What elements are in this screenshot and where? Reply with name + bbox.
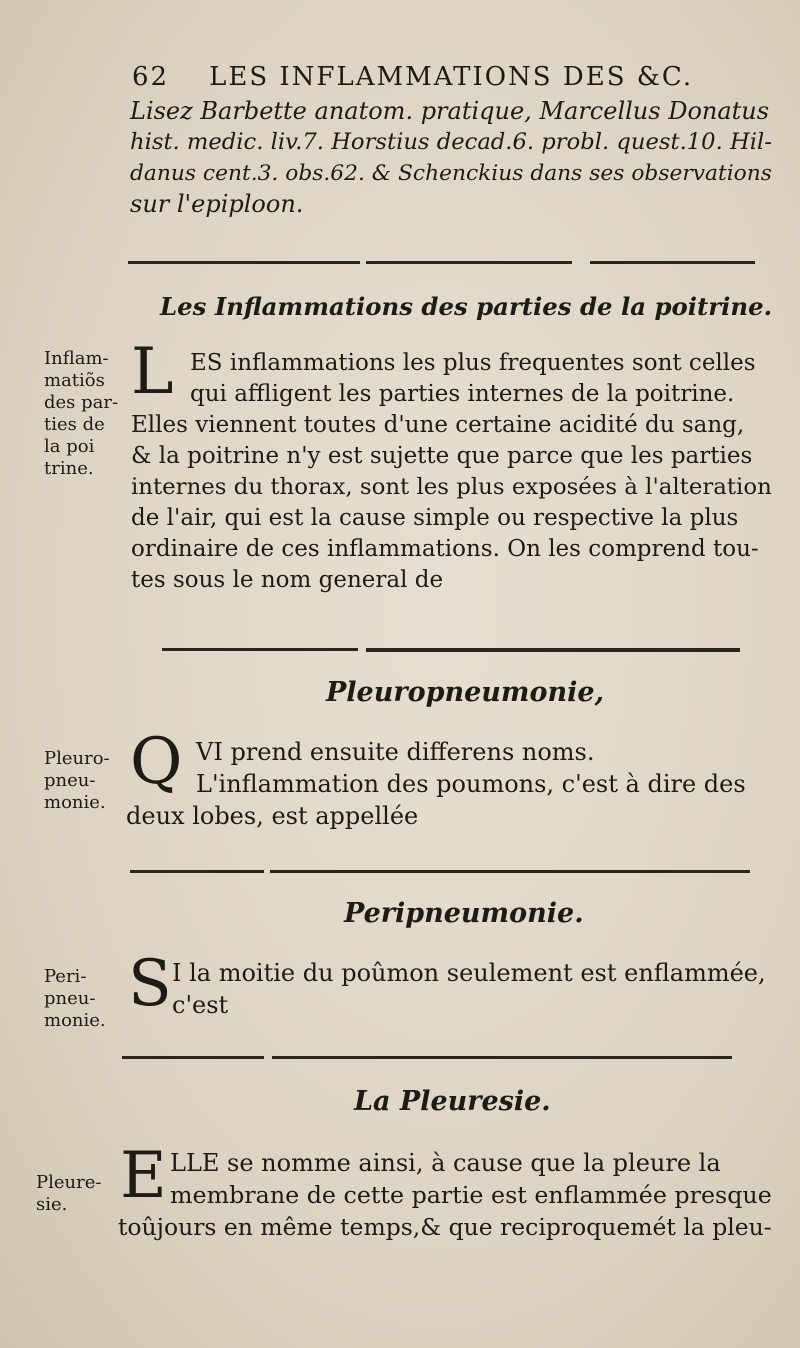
divider-rule	[270, 870, 750, 873]
running-header	[132, 62, 693, 92]
divider-rule	[272, 1056, 732, 1059]
page-number: 62	[132, 62, 170, 92]
text-line: & la poitrine n'y est sujette que parce que les parties	[131, 443, 753, 469]
intro-line-1: Lisez Barbette anatom. pratique, Marcellus Donatus	[130, 97, 770, 125]
intro-line-3: danus cent.3. obs.62. & Schenckius dans ses observations	[130, 161, 772, 186]
divider-rule	[590, 261, 755, 264]
text-line: VI prend ensuite differens noms.	[196, 738, 595, 766]
text-line: I la moitie du poûmon seulement est enflammée,	[172, 959, 766, 987]
divider-rule	[162, 648, 358, 651]
text-line: LLE se nomme ainsi, à cause que la pleure la	[170, 1149, 721, 1177]
divider-rule	[366, 648, 740, 652]
intro-line-2: hist. medic. liv.7. Horstius decad.6. probl. quest.10. Hil-	[130, 129, 772, 155]
text-line: Elles viennent toutes d'une certaine acidité du sang,	[131, 412, 745, 438]
text-line: L'inflammation des poumons, c'est à dire des	[196, 770, 746, 798]
drop-cap: S	[128, 947, 172, 1021]
text-line: membrane de cette partie est enflammée presque	[170, 1181, 772, 1209]
text-line: c'est	[172, 991, 229, 1019]
text-line: toûjours en même temps,& que reciproquemét la pleu-	[118, 1213, 772, 1241]
drop-cap: L	[131, 335, 174, 409]
drop-cap: E	[120, 1139, 167, 1213]
margin-note: Peri- pneu- monie.	[44, 966, 106, 1031]
drop-cap: Q	[130, 725, 183, 799]
text-line: ordinaire de ces inflammations. On les comprend tou-	[131, 536, 759, 562]
margin-note: Pleure- sie.	[36, 1172, 102, 1215]
running-title: LES INFLAMMATIONS DES &C.	[209, 62, 694, 92]
margin-note: Pleuro- pneu- monie.	[44, 748, 110, 813]
intro-line-4: sur l'epiploon.	[130, 190, 304, 218]
divider-rule	[128, 261, 360, 264]
divider-rule	[122, 1056, 264, 1059]
divider-rule	[130, 870, 264, 873]
text-line: de l'air, qui est la cause simple ou respective la plus	[131, 505, 739, 531]
text-line: ES inflammations les plus frequentes sont celles	[190, 350, 756, 376]
text-line: qui affligent les parties internes de la poitrine.	[190, 381, 735, 407]
section-heading: Peripneumonie.	[344, 898, 584, 929]
margin-note: Inflam- matiõs des par- ties de la poi trine.	[44, 348, 119, 479]
section-heading: Les Inflammations des parties de la poitrine.	[160, 292, 773, 321]
section-heading: La Pleuresie.	[354, 1086, 551, 1117]
text-line: deux lobes, est appellée	[126, 802, 419, 830]
divider-rule	[366, 261, 572, 264]
text-line: tes sous le nom general de	[131, 567, 444, 593]
text-line: internes du thorax, sont les plus exposées à l'alteration	[131, 474, 772, 500]
section-heading: Pleuropneumonie,	[326, 677, 604, 708]
